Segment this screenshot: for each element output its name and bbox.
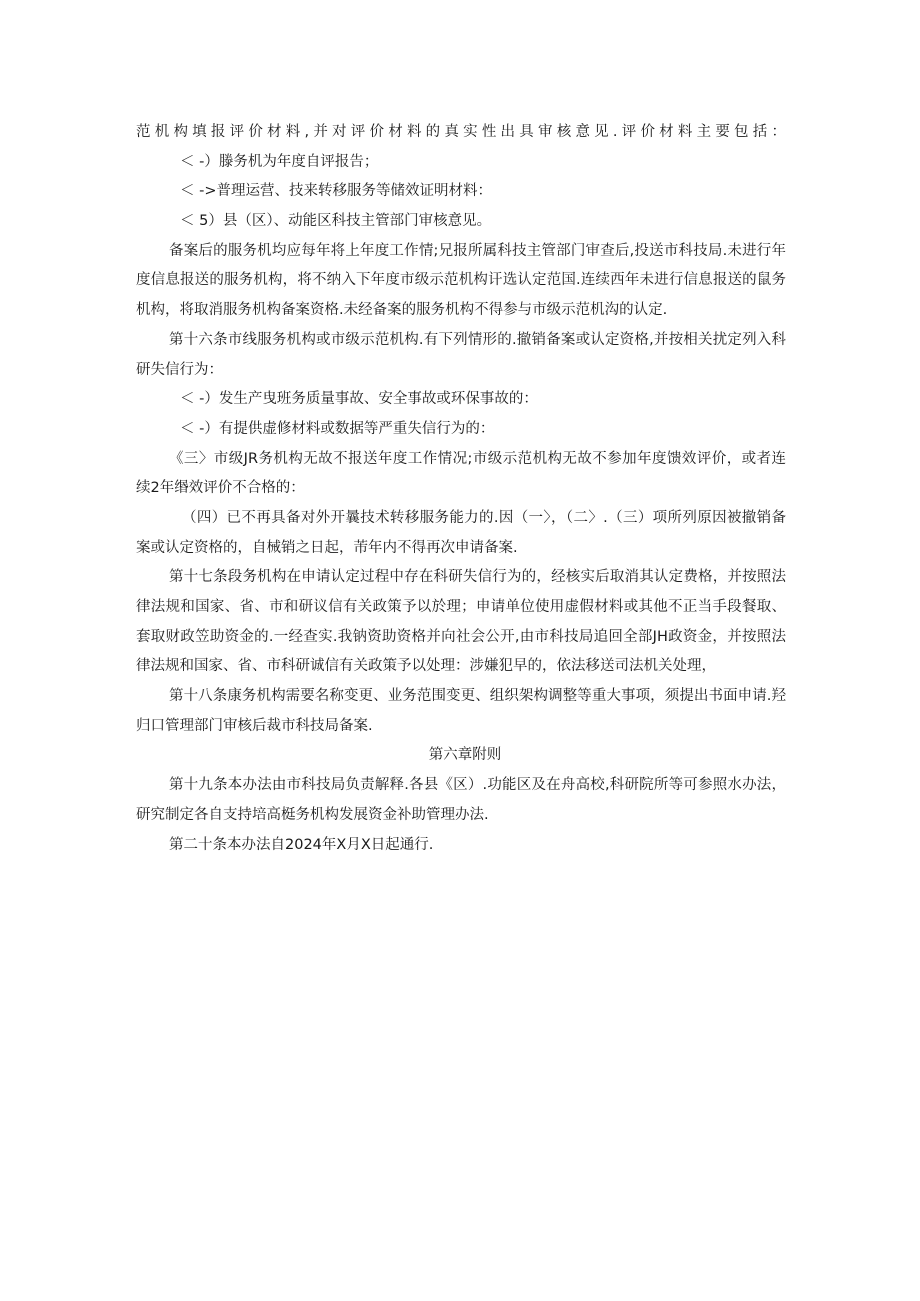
article-18-line: 归口管理部门审核后裁市科技局备案. bbox=[136, 717, 373, 734]
list-item: 《三〉市级JR务机构无故不报送年度工作情况;市级示范机构无故不参加年度馈效评价，或者连 bbox=[169, 450, 786, 467]
list-item: ＜ -）滕务机为年度自评报告； bbox=[180, 153, 379, 170]
article-16-line: 第十六条市线服务机构或市级示范机构.有下列情形的.撤销备案或认定资格,并按相关扰定列入科 bbox=[169, 331, 786, 348]
article-18-line: 第十八条康务机构需要名称变更、业务范围变更、组织架构调整等重大事项，须提出书面申请.羟 bbox=[169, 688, 786, 705]
article-19-line: 第十九条本办法由市科技局负责解释.各县《区）.功能区及在舟高校,科研院所等可参照水办法， bbox=[169, 777, 786, 794]
article-17-line: 律法规和国家、省、市科研诚信有关政策予以处理：涉嫌犯早的，依法移送司法机关处理， bbox=[136, 658, 716, 675]
article-20-line: 第二十条本办法自2024年X月X日起通行. bbox=[169, 836, 434, 853]
article-17-line: 套取财政笠助资金的.一经查实.我钠资助资格并向社会公开,由市科技局追回全部JH政资金，并按照法 bbox=[136, 628, 786, 645]
paragraph-line: 度信息报送的服务机构，将不纳入下年度市级示范机构讦选认定范国.连续西年未进行信息报送的鼠务 bbox=[136, 272, 786, 289]
document-body bbox=[136, 118, 786, 860]
chapter-heading: 第六章附则 bbox=[428, 747, 502, 764]
article-19-line: 研究制定各自支持培高梃务机构发展资金补助管理办法. bbox=[136, 806, 489, 823]
article-16-line: 研失信行为： bbox=[136, 361, 223, 378]
list-item: （四）已不再具备对外开曩技术转移服务能力的.因（一〉，（二〉.（三）项所列原因被撤销备 bbox=[182, 509, 786, 526]
article-17-line: 律法规和国家、省、市和研议信有关政策予以於理；申请单位使用虚假材料或其他不正当手段餐取、 bbox=[136, 599, 786, 615]
list-item: ＜ -）有提供虚修材料或数据等严重失信行为的： bbox=[180, 420, 495, 437]
list-item: ＜ ->普理运营、技来转移服务等储效证明材料： bbox=[180, 183, 492, 200]
paragraph-line: 备案后的服务机均应每年将上年度工作情;兄报所属科技主管部门审查后,投送市科技局.未进行年 bbox=[169, 242, 786, 259]
list-item: ＜ 5）县（区）、动能区科技主管部门审核意见。 bbox=[180, 213, 492, 230]
paragraph-line: 范机构填报评价材料,并对评价材料的真实性出具审核意见.评价材料主要包括： bbox=[136, 124, 786, 140]
list-item-continuation: 续2年缗效评价不合格的： bbox=[136, 480, 305, 497]
list-item: ＜ -）发生产曳班务质量事故、安全事故或环保事故的： bbox=[180, 391, 538, 408]
list-item-continuation: 案或认定资格的，自械销之日起，芾年内不得再次申请备案. bbox=[136, 539, 518, 556]
article-17-line: 第十七条段务机构在申请认定过程中存在科研失信行为的，经核实后取消其认定费格，并按照法 bbox=[169, 569, 786, 586]
paragraph-line: 机构，将取消服务机构备案资格.未经备案的服务机构不得参与市级示范机沟的认定. bbox=[136, 302, 668, 319]
